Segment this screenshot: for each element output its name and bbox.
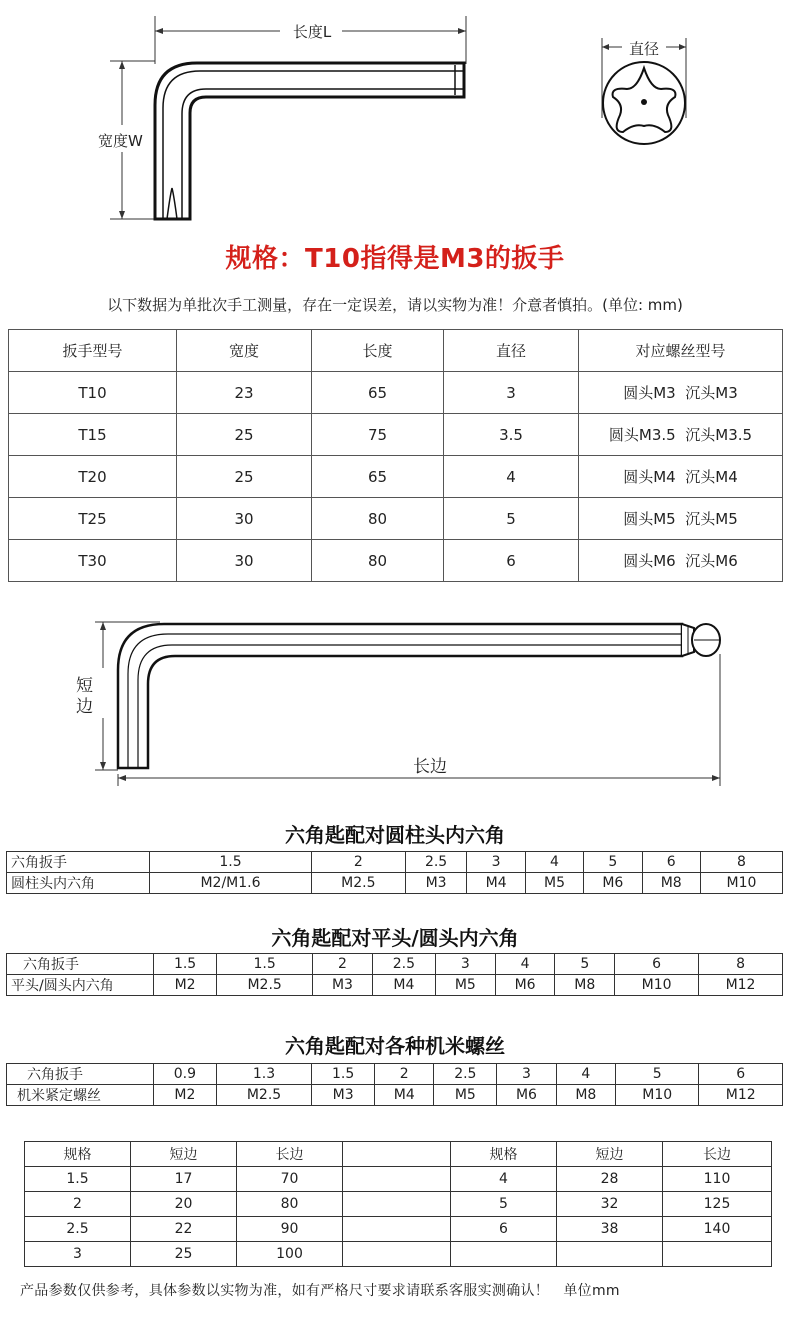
cell: M4 — [372, 975, 435, 996]
cell: 8 — [699, 954, 783, 975]
cell — [343, 1167, 451, 1192]
cell: 5 — [444, 498, 579, 540]
table-row — [9, 372, 783, 414]
match2-title: 六角匙配对平头/圆头内六角 — [271, 926, 519, 950]
header-cell: 长边 — [237, 1142, 343, 1167]
header-cell: 规格 — [451, 1142, 557, 1167]
cell: 圆头M3 沉头M3 — [579, 372, 783, 414]
table-row — [9, 498, 783, 540]
cell: 25 — [177, 414, 312, 456]
cell: M5 — [434, 1085, 497, 1106]
cell: M12 — [699, 1085, 783, 1106]
match3-title: 六角匙配对各种机米螺丝 — [285, 1034, 505, 1058]
cell: T30 — [9, 540, 177, 582]
cell: 4 — [444, 456, 579, 498]
table-row — [7, 1085, 783, 1106]
cell: 2.5 — [25, 1217, 131, 1242]
cell: 22 — [131, 1217, 237, 1242]
cell: 3.5 — [444, 414, 579, 456]
cell: 125 — [663, 1192, 772, 1217]
cell: 2 — [25, 1192, 131, 1217]
width-label: 宽度W — [98, 132, 143, 150]
cell: 圆头M4 沉头M4 — [579, 456, 783, 498]
cell: 38 — [557, 1217, 663, 1242]
torx-spec-table — [8, 329, 783, 582]
cell: 8 — [700, 852, 782, 873]
cell: M2.5 — [217, 975, 313, 996]
cell: 100 — [237, 1242, 343, 1267]
cell: 25 — [131, 1242, 237, 1267]
cell: M12 — [699, 975, 783, 996]
cell: 90 — [237, 1217, 343, 1242]
cell: M2 — [154, 975, 217, 996]
cell: 圆头M5 沉头M5 — [579, 498, 783, 540]
cell: 圆头M3.5 沉头M3.5 — [579, 414, 783, 456]
cell: M8 — [556, 1085, 615, 1106]
cell: M6 — [584, 873, 642, 894]
cell: 2.5 — [405, 852, 467, 873]
match3-table — [6, 1063, 783, 1106]
cell: 17 — [131, 1167, 237, 1192]
cell: 2 — [313, 954, 373, 975]
cell: M2.5 — [216, 1085, 311, 1106]
cell — [557, 1242, 663, 1267]
table-row — [25, 1242, 772, 1267]
row-label: 平头/圆头内六角 — [7, 975, 154, 996]
cell — [663, 1242, 772, 1267]
diameter-label: 直径 — [628, 40, 659, 58]
cell — [343, 1217, 451, 1242]
short-side-label — [76, 676, 93, 718]
cell: 6 — [451, 1217, 557, 1242]
cell: 140 — [663, 1217, 772, 1242]
cell — [451, 1242, 557, 1267]
cell: M6 — [497, 1085, 556, 1106]
header-cell: 长度 — [312, 330, 444, 372]
cell: 6 — [642, 852, 700, 873]
header-cell: 宽度 — [177, 330, 312, 372]
table-row — [7, 975, 783, 996]
cell: 80 — [312, 540, 444, 582]
header-cell: 直径 — [444, 330, 579, 372]
table-row — [9, 414, 783, 456]
cell: 1.5 — [25, 1167, 131, 1192]
row-label: 六角扳手 — [7, 852, 150, 873]
table-row — [25, 1192, 772, 1217]
cell: 70 — [237, 1167, 343, 1192]
footer-note: 产品参数仅供参考，具体参数以实物为准，如有严格尺寸要求请联系客服实测确认！ 单位mm — [20, 1283, 620, 1299]
cell: 1.5 — [154, 954, 217, 975]
cell: 3 — [444, 372, 579, 414]
long-side-label: 长边 — [413, 757, 447, 777]
cell: M2 — [154, 1085, 217, 1106]
header-cell: 扳手型号 — [9, 330, 177, 372]
cell: 0.9 — [154, 1064, 217, 1085]
length-label: 长度L — [292, 23, 332, 41]
cell: 2.5 — [434, 1064, 497, 1085]
torx-wrench-diagram — [0, 0, 790, 232]
cell: 28 — [557, 1167, 663, 1192]
header-cell: 规格 — [25, 1142, 131, 1167]
cell: 1.5 — [312, 1064, 375, 1085]
cell: M2/M1.6 — [150, 873, 312, 894]
table-row — [9, 456, 783, 498]
cell: M10 — [615, 975, 699, 996]
hex-wrench-diagram — [0, 600, 790, 800]
cell: 圆头M6 沉头M6 — [579, 540, 783, 582]
measurement-note: 以下数据为单批次手工测量，存在一定误差，请以实物为准！介意者慎拍。(单位: mm) — [107, 296, 683, 314]
spec-headline: 规格：T10指得是M3的扳手 — [225, 244, 565, 274]
cell: M5 — [435, 975, 495, 996]
header-cell: 短边 — [557, 1142, 663, 1167]
cell: M8 — [642, 873, 700, 894]
table-row — [7, 852, 783, 873]
cell: T20 — [9, 456, 177, 498]
cell: 1.5 — [217, 954, 313, 975]
cell: 2 — [375, 1064, 434, 1085]
cell: 3 — [435, 954, 495, 975]
cell: 23 — [177, 372, 312, 414]
row-label: 圆柱头内六角 — [7, 873, 150, 894]
cell: 3 — [497, 1064, 556, 1085]
cell: 30 — [177, 540, 312, 582]
match1-title: 六角匙配对圆柱头内六角 — [285, 823, 505, 847]
cell: 1.3 — [216, 1064, 311, 1085]
match1-table — [6, 851, 783, 894]
cell: 2.5 — [372, 954, 435, 975]
cell: T10 — [9, 372, 177, 414]
cell: 4 — [525, 852, 583, 873]
size-table — [24, 1141, 772, 1267]
cell: M4 — [467, 873, 525, 894]
cell: T25 — [9, 498, 177, 540]
cell: 2 — [311, 852, 405, 873]
cell: 6 — [615, 954, 699, 975]
cell: 30 — [177, 498, 312, 540]
cell: 5 — [584, 852, 642, 873]
cell: 3 — [467, 852, 525, 873]
cell: 65 — [312, 372, 444, 414]
table-row — [7, 1064, 783, 1085]
match2-table — [6, 953, 783, 996]
row-label: 六角扳手 — [7, 954, 154, 975]
cell — [343, 1242, 451, 1267]
table-header-row — [9, 330, 783, 372]
cell: M3 — [312, 1085, 375, 1106]
cell: 20 — [131, 1192, 237, 1217]
short-side-label-bottom: 边 — [76, 697, 93, 717]
cell: M6 — [495, 975, 555, 996]
header-cell: 长边 — [663, 1142, 772, 1167]
cell: 25 — [177, 456, 312, 498]
header-cell: 短边 — [131, 1142, 237, 1167]
header-cell — [343, 1142, 451, 1167]
cell: 5 — [451, 1192, 557, 1217]
cell: M4 — [375, 1085, 434, 1106]
cell: 32 — [557, 1192, 663, 1217]
cell: 4 — [451, 1167, 557, 1192]
cell — [343, 1192, 451, 1217]
cell: M10 — [616, 1085, 699, 1106]
cell: M3 — [313, 975, 373, 996]
short-side-label-top: 短 — [76, 676, 93, 696]
cell: 4 — [495, 954, 555, 975]
cell: 80 — [237, 1192, 343, 1217]
cell: 110 — [663, 1167, 772, 1192]
cell: 3 — [25, 1242, 131, 1267]
cell: 4 — [556, 1064, 615, 1085]
header-cell: 对应螺丝型号 — [579, 330, 783, 372]
cell: T15 — [9, 414, 177, 456]
cell: M8 — [555, 975, 615, 996]
cell: 6 — [699, 1064, 783, 1085]
cell: 1.5 — [150, 852, 312, 873]
row-label: 机米紧定螺丝 — [7, 1085, 154, 1106]
table-row — [7, 954, 783, 975]
table-row — [7, 873, 783, 894]
cell: M2.5 — [311, 873, 405, 894]
cell: M5 — [525, 873, 583, 894]
cell: M3 — [405, 873, 467, 894]
cell: 5 — [555, 954, 615, 975]
table-header-row — [25, 1142, 772, 1167]
cell: 65 — [312, 456, 444, 498]
cell: 6 — [444, 540, 579, 582]
table-row — [9, 540, 783, 582]
row-label: 六角扳手 — [7, 1064, 154, 1085]
cell: 80 — [312, 498, 444, 540]
cell: 5 — [616, 1064, 699, 1085]
table-row — [25, 1217, 772, 1242]
cell: 75 — [312, 414, 444, 456]
cell: M10 — [700, 873, 782, 894]
table-row — [25, 1167, 772, 1192]
